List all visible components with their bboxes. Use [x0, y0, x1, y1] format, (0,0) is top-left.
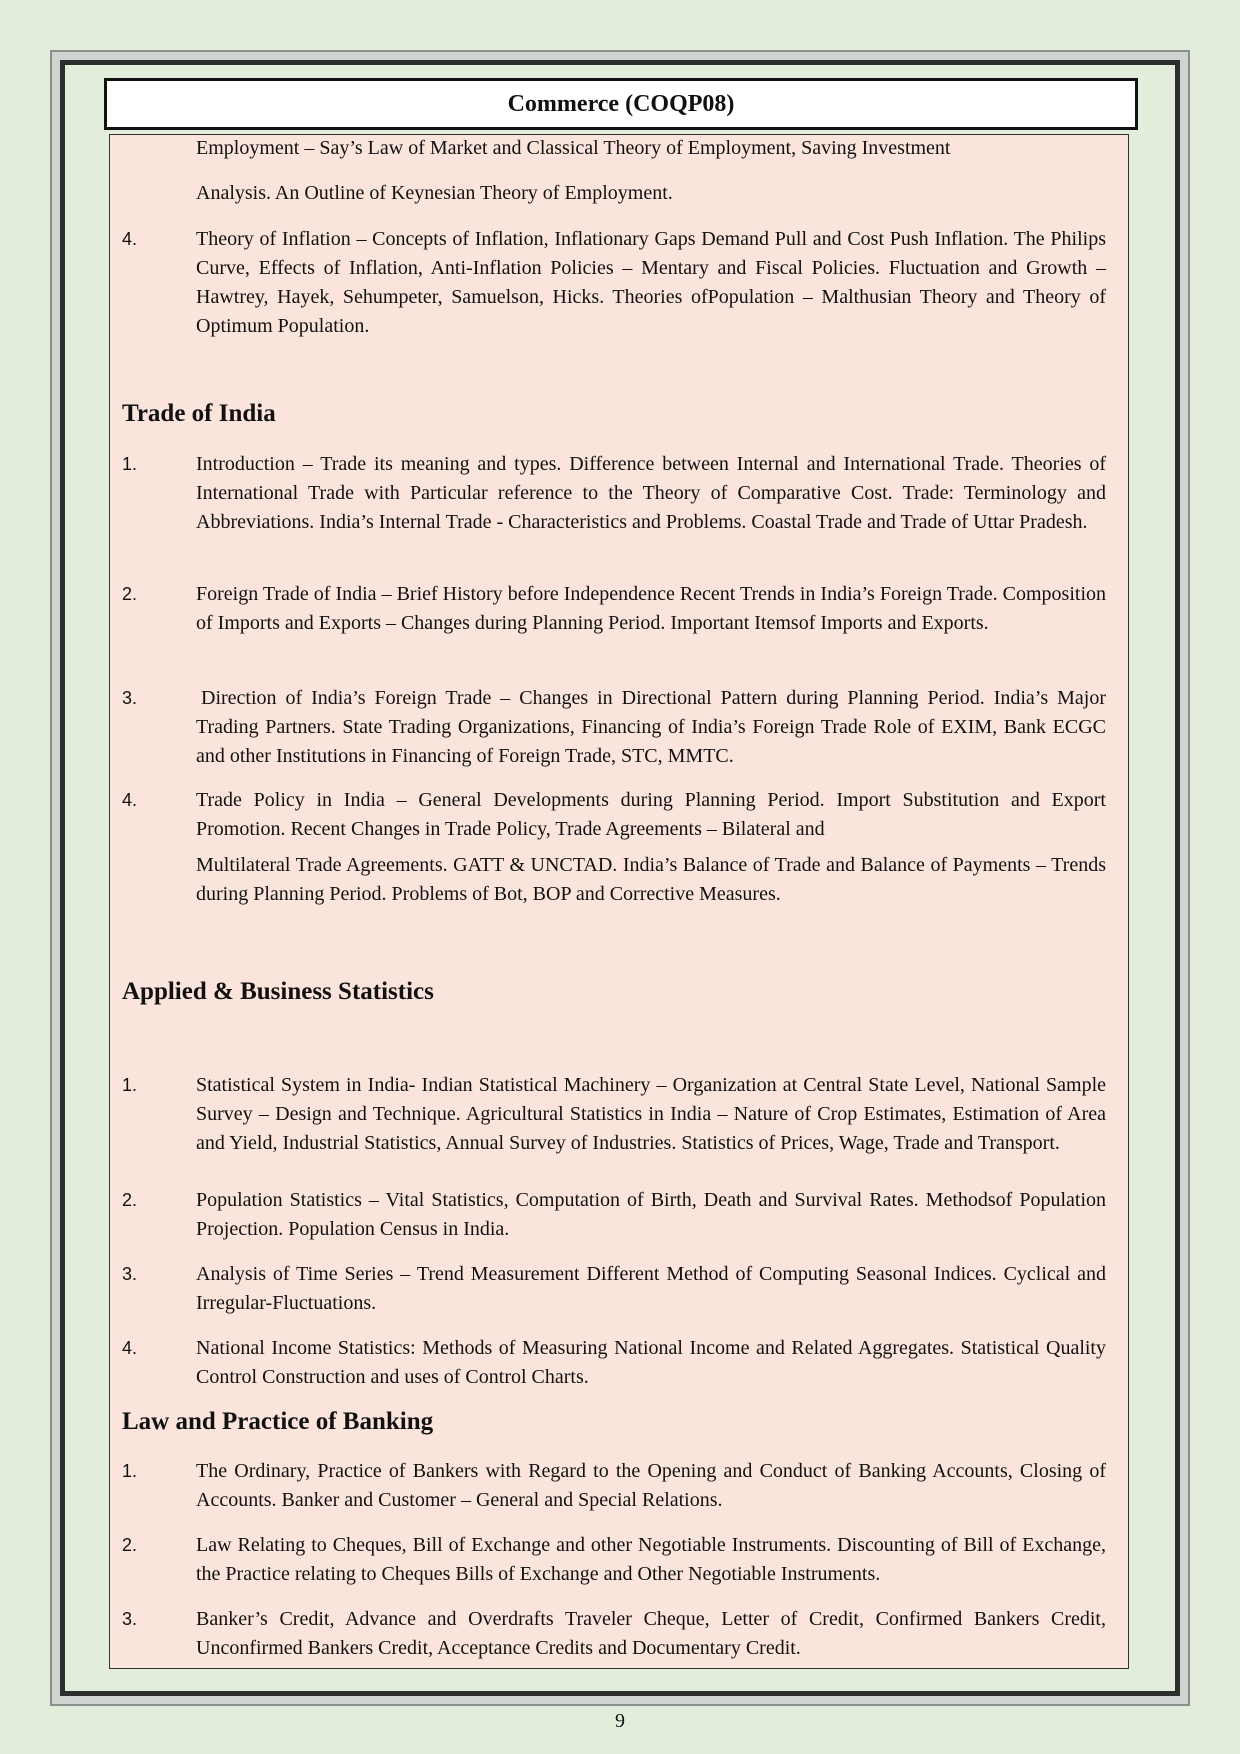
- statistics-item-number: 1.: [122, 1075, 138, 1095]
- intro-line-1: Employment – Say’s Law of Market and Classical Theory of Employment, Saving Investment: [196, 137, 951, 159]
- intro-line-2: Analysis. An Outline of Keynesian Theory of Employment.: [196, 182, 673, 204]
- trade-item-number: 2.: [122, 584, 138, 604]
- trade-item-text: Foreign Trade of India – Brief History before Independence Recent Trends in India’s Foreign Trade. Composition of Imports and Exports – Changes during Planning Period. Important Itemsof Imports and Exports.: [196, 583, 1106, 634]
- statistics-item-text: Statistical System in India- Indian Statistical Machinery – Organization at Central State Level, National Sample Survey – Design and Technique. Agricultural Statistics in India – Nature of Crop Estimates, Estimation of Area and Yield, Industrial Statistics, Annual Survey of Industries. Statistics of Prices, Wage, Trade and Transport.: [196, 1074, 1106, 1154]
- statistics-item-number: 4.: [122, 1338, 138, 1358]
- statistics-item-text: Analysis of Time Series – Trend Measurement Different Method of Computing Seasonal Indices. Cyclical and Irregular-Fluctuations.: [196, 1263, 1106, 1314]
- trade-item-number: 4.: [122, 790, 138, 810]
- trade-item-text: Direction of India’s Foreign Trade – Changes in Directional Pattern during Planning Period. India’s Major Trading Partners. State Trading Organizations, Financing of India’s Foreign Trade Role of EXIM, Bank ECGC and other Institutions in Financing of Foreign Trade, STC, MMTC.: [196, 687, 1106, 767]
- banking-item-text: Banker’s Credit, Advance and Overdrafts Traveler Cheque, Letter of Credit, Confirmed Bankers Credit, Unconfirmed Bankers Credit, Acceptance Credits and Documentary Credit.: [196, 1608, 1106, 1659]
- section-heading-statistics: Applied & Business Statistics: [122, 978, 434, 1005]
- trade-item-text: Introduction – Trade its meaning and types. Difference between Internal and International Trade. Theories of International Trade with Particular reference to the Theory of Comparative Cost. Trade: Terminology and Abbreviations. India’s Internal Trade - Characteristics and Problems. Coastal Trade and Trade of Uttar Pradesh.: [196, 453, 1106, 533]
- trade-item-number: 1.: [122, 454, 138, 474]
- statistics-item-number: 2.: [122, 1190, 138, 1210]
- statistics-item-number: 3.: [122, 1264, 138, 1284]
- inflation-item-number: 4.: [122, 229, 138, 249]
- header-title: Commerce (COQP08): [507, 90, 735, 117]
- banking-item-text: The Ordinary, Practice of Bankers with Regard to the Opening and Conduct of Banking Accounts, Closing of Accounts. Banker and Customer – General and Special Relations.: [196, 1460, 1106, 1511]
- banking-item-number: 2.: [122, 1535, 138, 1555]
- trade-item-number: 3.: [122, 688, 138, 708]
- banking-item-number: 3.: [122, 1609, 138, 1629]
- statistics-item-text: National Income Statistics: Methods of Measuring National Income and Related Aggregates. Statistical Quality Control Construction and uses of Control Charts.: [196, 1337, 1106, 1388]
- statistics-item-text: Population Statistics – Vital Statistics, Computation of Birth, Death and Survival Rates. Methodsof Population Projection. Population Census in India.: [196, 1189, 1106, 1240]
- trade-item-text: Trade Policy in India – General Developments during Planning Period. Import Substitution and Export Promotion. Recent Changes in Trade Policy, Trade Agreements – Bilateral and: [196, 789, 1106, 840]
- trade-item-text-continued: Multilateral Trade Agreements. GATT & UNCTAD. India’s Balance of Trade and Balance of Payments – Trends during Planning Period. Problems of Bot, BOP and Corrective Measures.: [196, 854, 1106, 905]
- page-number: 9: [615, 1710, 625, 1732]
- banking-item-text: Law Relating to Cheques, Bill of Exchange and other Negotiable Instruments. Discounting of Bill of Exchange, the Practice relating to Cheques Bills of Exchange and Other Negotiable Instruments.: [196, 1534, 1106, 1585]
- section-heading-trade: Trade of India: [122, 400, 276, 427]
- section-heading-banking: Law and Practice of Banking: [122, 1408, 434, 1435]
- banking-item-number: 1.: [122, 1461, 138, 1481]
- document-header: [104, 78, 1138, 130]
- inflation-item-text: Theory of Inflation – Concepts of Inflation, Inflationary Gaps Demand Pull and Cost Push Inflation. The Philips Curve, Effects of Inflation, Anti-Inflation Policies – Mentary and Fiscal Policies. Fluctuation and Growth – Hawtrey, Hayek, Sehumpeter, Samuelson, Hicks. Theories ofPopulation – Malthusian Theory and Theory of Optimum Population.: [196, 228, 1106, 337]
